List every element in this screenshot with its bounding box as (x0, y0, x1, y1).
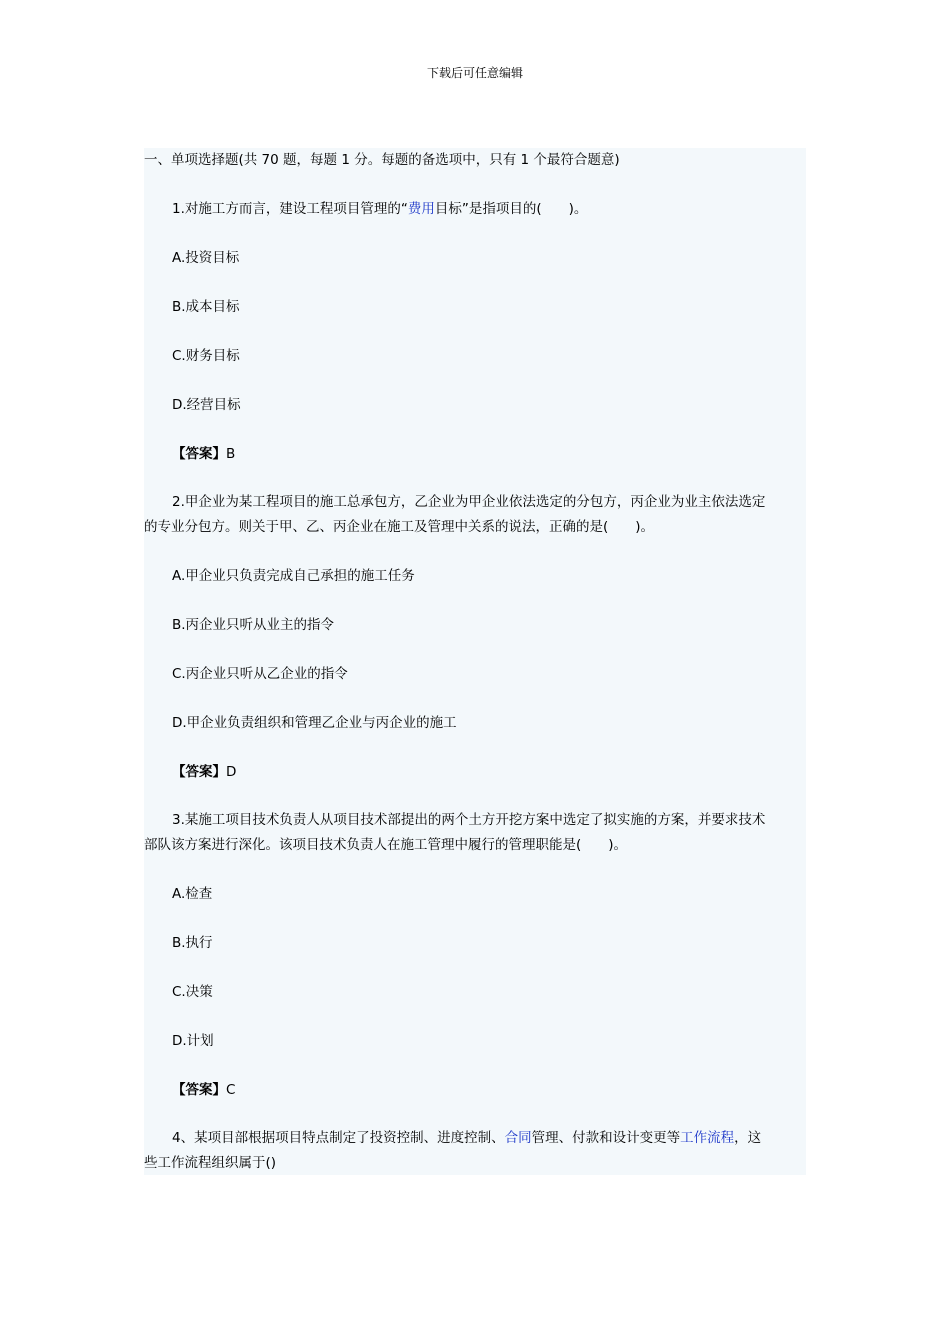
q1-answer (172, 442, 834, 467)
q4-stem-text: 4、某项目部根据项目特点制定了投资控制、进度控制、 (172, 1130, 505, 1146)
answer-value: D (226, 764, 237, 780)
answer-label: 【答案】 (172, 764, 226, 780)
q1-option-c: C.财务目标 (172, 348, 240, 364)
q4-stem-text-mid: 管理、付款和设计变更等 (531, 1130, 681, 1146)
q1-option-b: B.成本目标 (172, 299, 240, 315)
q1-option-a: A.投资目标 (172, 250, 240, 266)
answer-value: B (226, 446, 236, 462)
q4-stem-text-end: ，这 (734, 1130, 762, 1146)
q4-contract-link[interactable]: 合同 (504, 1130, 532, 1146)
q4-workflow-link[interactable]: 工作流程 (680, 1130, 735, 1146)
q3-option-c: C.决策 (172, 984, 213, 1000)
answer-label: 【答案】 (172, 1082, 226, 1098)
q3-option-a: A.检查 (172, 886, 213, 902)
q3-stem-line2: 部队该方案进行深化。该项目技术负责人在施工管理中履行的管理职能是( )。 (144, 837, 628, 853)
q4-stem-line1 (172, 1126, 834, 1151)
q2-option-b: B.丙企业只听从业主的指令 (172, 617, 335, 633)
q3-stem-line1: 3.某施工项目技术负责人从项目技术部提出的两个土方开挖方案中选定了拟实施的方案，并要求技术 (172, 812, 766, 828)
q1-stem-text-end: 目标”是指项目的( )。 (434, 201, 588, 217)
q1-stem-text: 1.对施工方而言，建设工程项目管理的“ (172, 201, 408, 217)
question-panel (144, 148, 806, 1175)
q3-answer (172, 1078, 834, 1103)
q1-fee-link[interactable]: 费用 (407, 201, 435, 217)
q2-option-d: D.甲企业负责组织和管理乙企业与丙企业的施工 (172, 715, 457, 731)
q2-stem-line2: 的专业分包方。则关于甲、乙、丙企业在施工及管理中关系的说法，正确的是( )。 (144, 519, 655, 535)
section-title: 一、单项选择题(共 70 题，每题 1 分。每题的备选项中，只有 1 个最符合题意) (144, 152, 620, 168)
q2-stem-line1: 2.甲企业为某工程项目的施工总承包方，乙企业为甲企业依法选定的分包方，丙企业为业主依法选定 (172, 494, 766, 510)
q2-answer (172, 760, 834, 785)
q4-stem-line2: 些工作流程组织属于() (144, 1155, 277, 1171)
page-header: 下载后可任意编辑 (426, 66, 523, 80)
answer-value: C (226, 1082, 236, 1098)
answer-label: 【答案】 (172, 446, 226, 462)
q2-option-a: A.甲企业只负责完成自己承担的施工任务 (172, 568, 415, 584)
q2-option-c: C.丙企业只听从乙企业的指令 (172, 666, 348, 682)
q1-option-d: D.经营目标 (172, 397, 241, 413)
q3-option-d: D.计划 (172, 1033, 214, 1049)
q1-stem (172, 197, 834, 222)
q3-option-b: B.执行 (172, 935, 213, 951)
